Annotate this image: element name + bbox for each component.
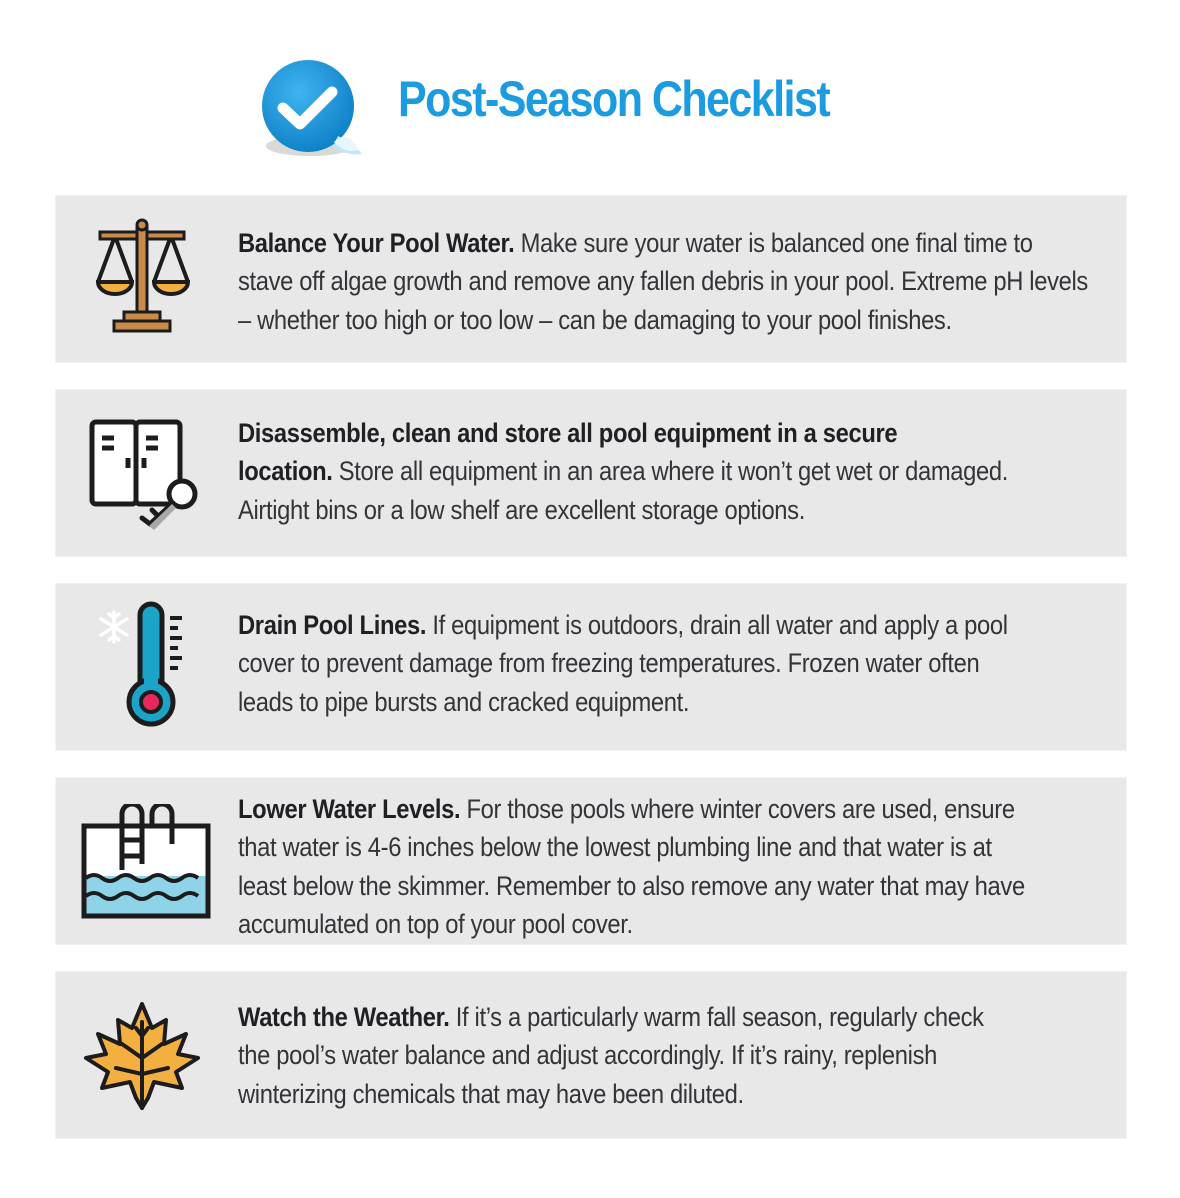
checklist-item-text [238,998,1034,1113]
item-body-line: the pool’s water balance and adjust accordingly. If it’s rainy, replenish [238,1040,937,1071]
balance-scale-icon [78,218,206,338]
item-heading: Drain Pool Lines. [238,610,427,640]
checklist-item-drain-lines [56,584,1126,750]
checklist-item-text [238,224,1088,339]
thermometer-snowflake-icon [78,598,206,732]
item-body-line: Make sure your water is balanced one final time to [514,228,1033,258]
item-body-line: least below the skimmer. Remember to also remove any water that may have [238,870,1025,901]
checklist-item-balance-water [56,196,1126,362]
item-body-line: – whether too high or too low – can be damaging to your pool finishes. [238,304,952,335]
page-title: Post-Season Checklist [398,71,830,127]
maple-leaf-icon [78,998,206,1118]
checklist-item-text [238,414,1034,529]
item-body-line: leads to pipe bursts and cracked equipment. [238,686,690,717]
item-heading: Balance Your Pool Water. [238,228,515,258]
item-body-line: If it’s a particularly warm fall season, regularly check [449,1002,984,1032]
item-body-line: winterizing chemicals that may have been diluted. [238,1078,744,1109]
checklist-header [0,50,1180,160]
checklist-item-text [238,606,1034,721]
snowflake-icon [101,612,127,642]
item-body-line: For those pools where winter covers are used, ensure [460,794,1015,824]
checklist-item-text [238,790,1034,943]
item-heading: Lower Water Levels. [238,794,461,824]
locker-key-icon [78,416,206,532]
item-body-line: cover to prevent damage from freezing temperatures. Frozen water often [238,648,980,679]
item-heading: Disassemble, clean and store all pool equipment in a secure [238,418,898,448]
item-body-line: accumulated on top of your pool cover. [238,908,633,939]
item-heading-cont: location. [238,456,333,487]
item-body-line: that water is 4-6 inches below the lowest plumbing line and that water is at [238,832,992,863]
checklist-item-watch-weather [56,972,1126,1138]
item-heading: Watch the Weather. [238,1002,450,1032]
checkmark-sticker-icon [250,58,372,162]
checklist-item-lower-water [56,778,1126,944]
checklist-item-store-equipment [56,390,1126,556]
item-body-line: Store all equipment in an area where it won’t get wet or damaged. [332,456,1008,487]
item-body-line: If equipment is outdoors, drain all water and apply a pool [426,610,1008,640]
item-body-line: Airtight bins or a low shelf are excellent storage options. [238,494,805,525]
item-body-line: stave off algae growth and remove any fallen debris in your pool. Extreme pH levels [238,266,1088,297]
pool-ladder-icon [78,804,212,922]
